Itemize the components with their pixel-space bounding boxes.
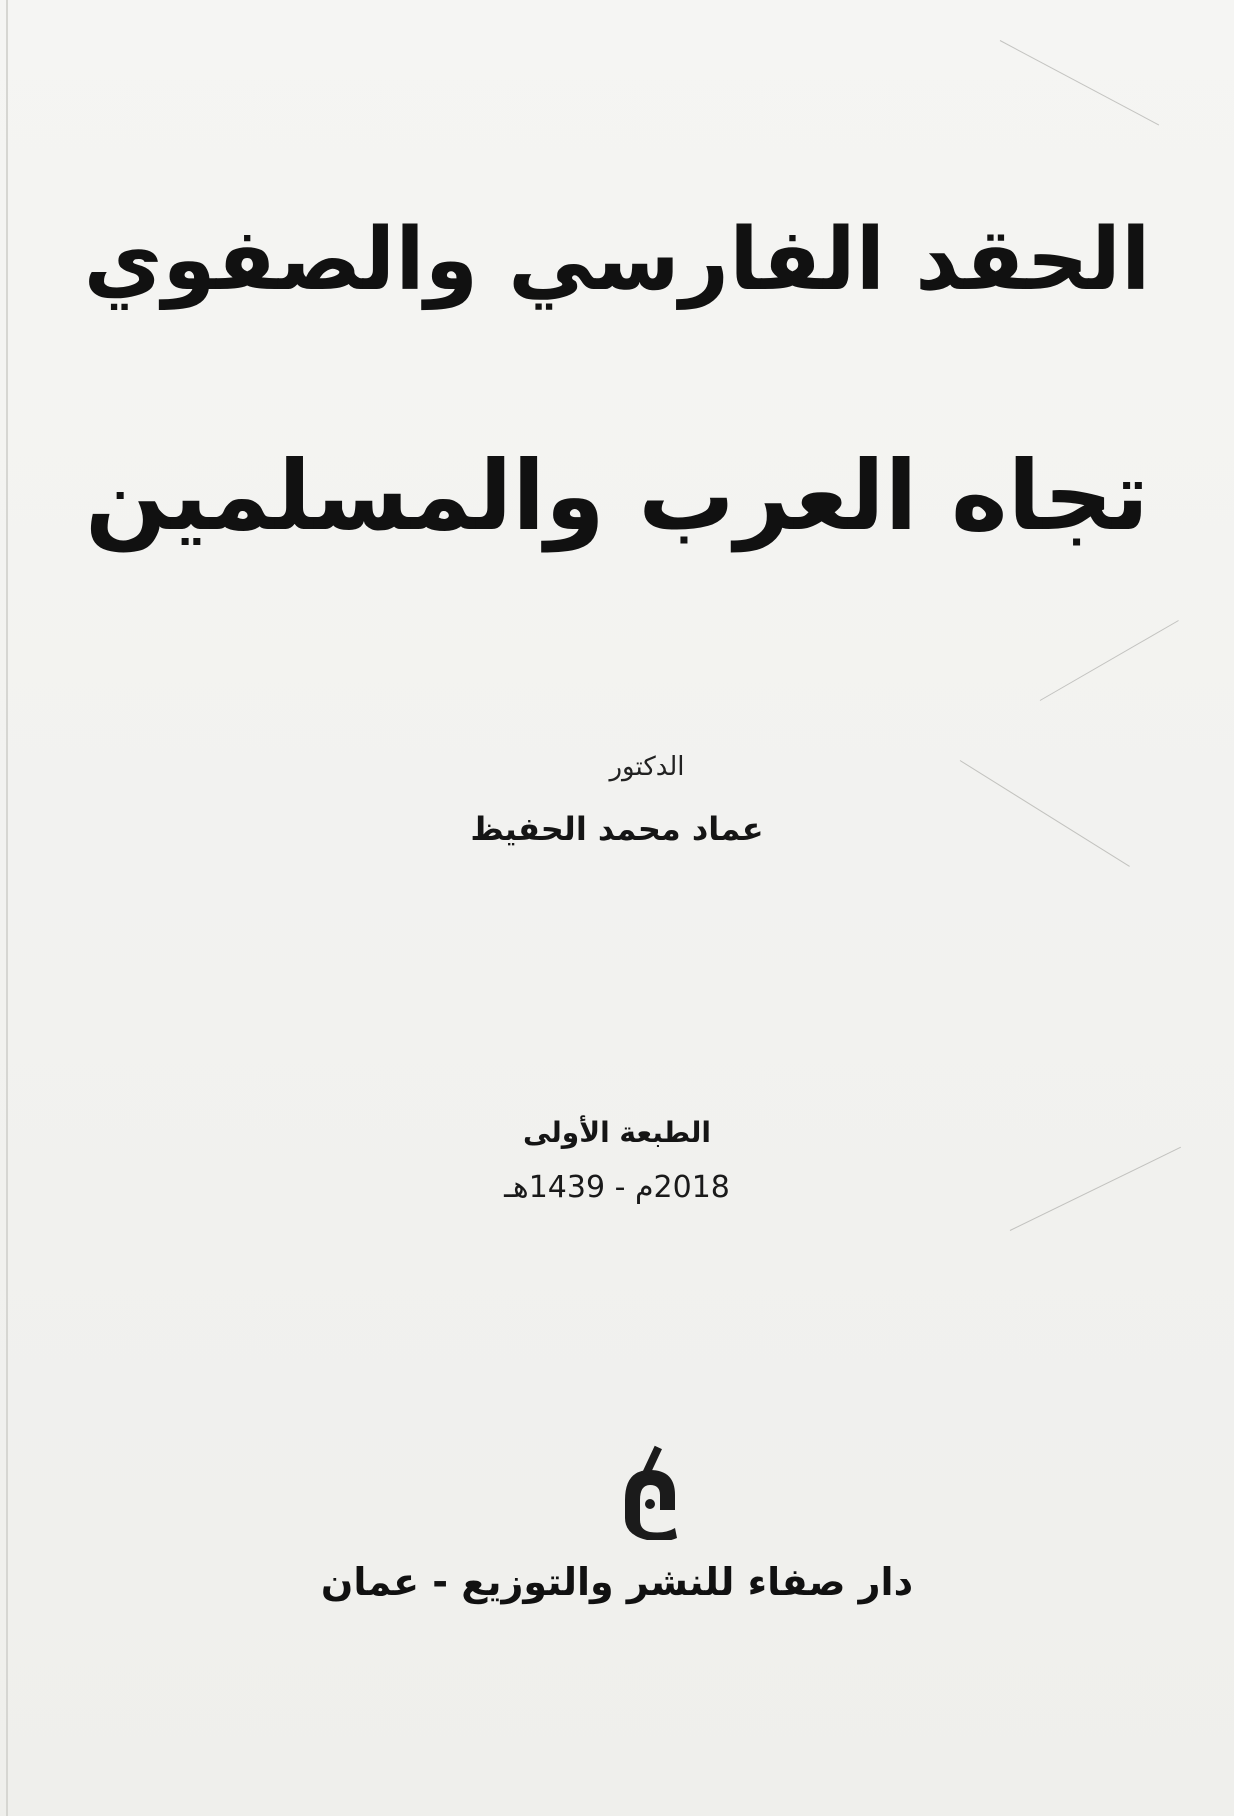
publication-year: 2018م - 1439هـ [504,1170,730,1205]
scan-scratch [1000,40,1159,125]
scan-scratch [1040,620,1179,701]
author-prefix: الدكتور [609,752,685,782]
book-title-line-1: الحقد الفارسي والصفوي [83,210,1151,310]
author-name: عماد محمد الحفيظ [470,810,764,848]
publisher-name: دار صفاء للنشر والتوزيع - عمان [320,1560,914,1604]
book-title-line-2: تجاه العرب والمسلمين [85,440,1149,552]
publisher-logo-icon [615,1440,685,1540]
edition-label: الطبعة الأولى [522,1116,712,1149]
